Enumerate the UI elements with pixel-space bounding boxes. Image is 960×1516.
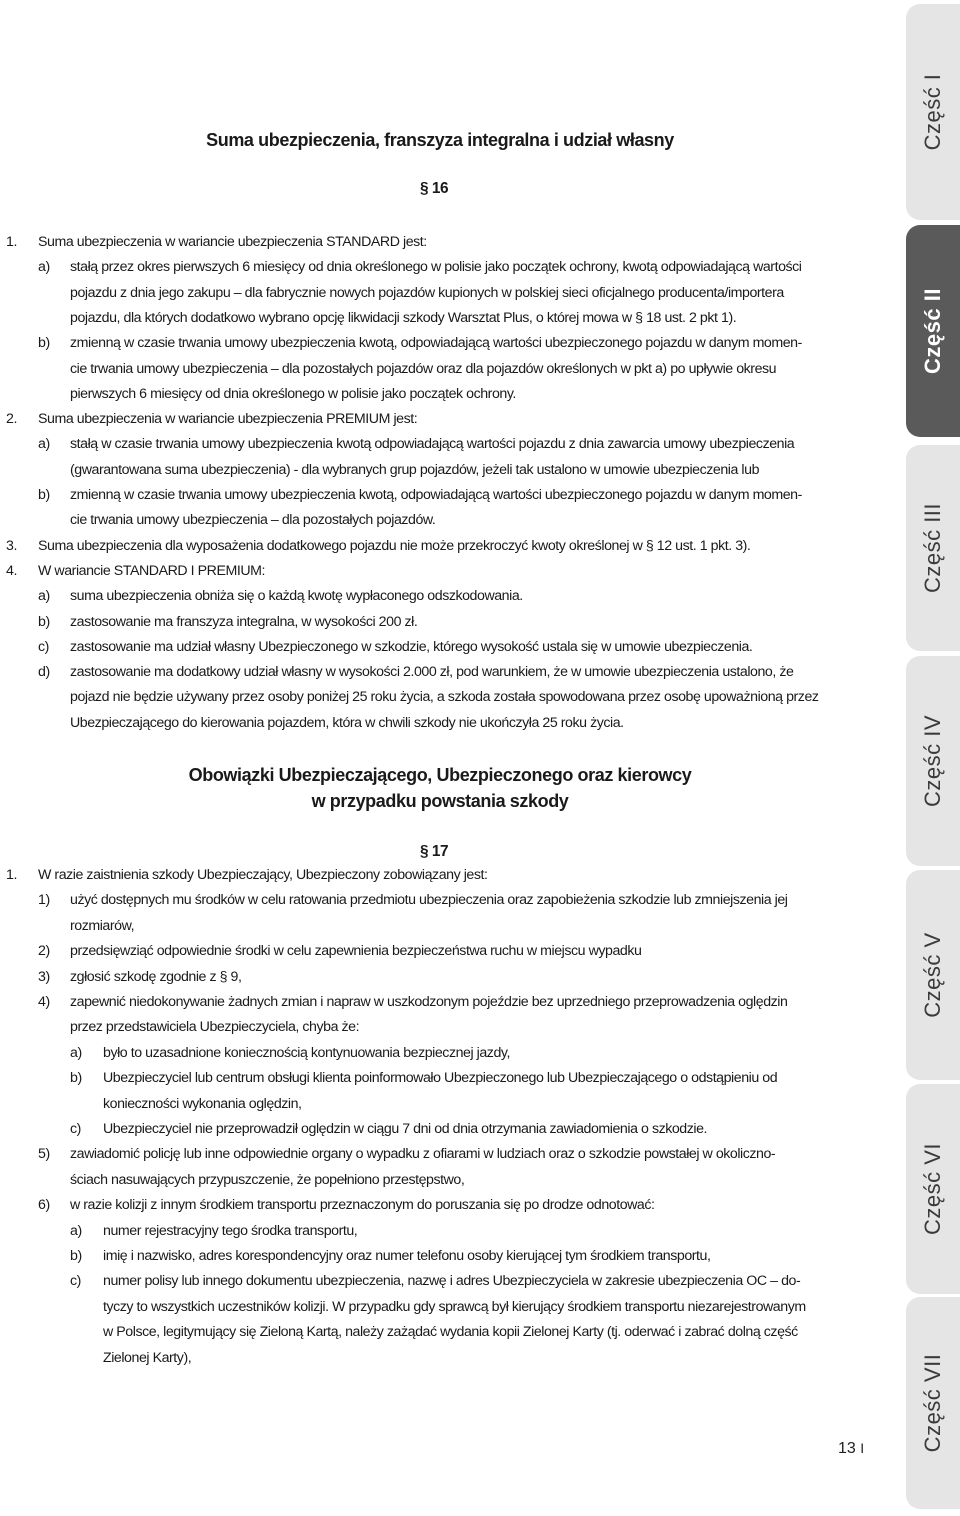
tab-czesc-4[interactable] <box>906 656 960 866</box>
item-label: a) <box>38 259 50 276</box>
tab-czesc-1[interactable] <box>906 4 960 220</box>
item-text: W razie zaistnienia szkody Ubezpieczający, Ubezpieczony zobowiązany jest: <box>38 867 488 883</box>
item-label: 3) <box>38 968 50 985</box>
tab-czesc-6[interactable] <box>906 1084 960 1294</box>
section-title-line2: w przypadku powstania szkody <box>311 791 569 811</box>
subitem-text: numer rejestracyjny tego środka transportu, <box>103 1222 358 1239</box>
tab-label: Część VII <box>920 1353 945 1453</box>
tab-label: Część IV <box>920 714 945 808</box>
tab-label: Część V <box>920 932 945 1018</box>
tab-czesc-2[interactable] <box>906 225 960 437</box>
subitem-continuation: konieczności wykonania oględzin, <box>103 1095 302 1112</box>
item-text: W wariancie STANDARD I PREMIUM: <box>38 562 266 579</box>
item-text: zawiadomić policję lub inne odpowiednie organy o wypadku z ofiarami w ludziach oraz o szkodzie powstałej w okoliczno- <box>70 1146 776 1163</box>
item-continuation: ściach nasuwających przypuszczenie, że popełniono przestępstwo, <box>70 1171 465 1188</box>
item-continuation: przez przedstawiciela Ubezpieczyciela, chyba że: <box>70 1019 360 1036</box>
subitem-text: imię i nazwisko, adres korespondencyjny oraz numer telefonu osoby kierującej tym środkiem transportu, <box>103 1248 711 1264</box>
subitem-continuation: Zielonej Karty), <box>103 1349 192 1366</box>
item-text: zastosowanie ma udział własny Ubezpieczonego w szkodzie, którego wysokość ustala się w umowie ubezpieczenia. <box>70 638 753 655</box>
item-continuation: pojazdu z dnia jego zakupu – dla fabrycznie nowych pojazdów kupionych w polskiej sieci oficjalnego producenta/importera <box>70 284 784 301</box>
item-text: przedsięwziąć odpowiednie środki w celu zapewnienia bezpieczeństwa ruchu w miejscu wypadku <box>70 943 642 960</box>
tab-label: Część II <box>920 288 945 374</box>
tab-czesc-7[interactable] <box>906 1297 960 1509</box>
subitem-text: Ubezpieczyciel nie przeprowadził oględzin w ciągu 7 dni od dnia otrzymania zawiadomienia o szkodzie. <box>103 1121 708 1137</box>
item-text: suma ubezpieczenia obniża się o każdą kwotę wypłaconego odszkodowania. <box>70 588 523 605</box>
item-label: a) <box>38 588 50 605</box>
item-text: Suma ubezpieczenia w wariancie ubezpieczenia STANDARD jest: <box>38 234 427 250</box>
subitem-continuation: w Polsce, legitymujący się Zieloną Kartą, należy zażądać wydania kopii Zielonej Karty (tj. oderwać i zabrać dolną część <box>103 1324 798 1341</box>
item-text: zastosowanie ma franszyza integralna, w wysokości 200 zł. <box>70 613 418 630</box>
tab-czesc-3[interactable] <box>906 445 960 651</box>
item-text: zmienną w czasie trwania umowy ubezpieczenia kwotą, odpowiadającą wartości ubezpieczonego pojazdu w danym momen- <box>70 487 802 503</box>
item-number: 3. <box>6 537 17 554</box>
item-continuation: cie trwania umowy ubezpieczenia – dla pozostałych pojazdów. <box>70 512 436 529</box>
subitem-label: b) <box>70 1248 82 1264</box>
paragraph-number: § 17 <box>420 843 449 860</box>
item-number: 1. <box>6 867 17 883</box>
item-text: zastosowanie ma dodatkowy udział własny w wysokości 2.000 zł, pod warunkiem, że w umowie ubezpieczenia ustalono, że <box>70 664 794 681</box>
item-label: 4) <box>38 994 50 1010</box>
item-label: d) <box>38 664 50 681</box>
item-text: zapewnić niedokonywanie żadnych zmian i napraw w uszkodzonym pojeździe bez uprzedniego przeprowadzenia oględzin <box>70 994 788 1010</box>
item-number: 4. <box>6 562 17 579</box>
tab-label: Część I <box>920 73 945 151</box>
section-title: Obowiązki Ubezpieczającego, Ubezpieczonego oraz kierowcy <box>188 765 692 785</box>
subitem-label: a) <box>70 1222 82 1239</box>
item-label: a) <box>38 436 50 453</box>
subitem-label: b) <box>70 1070 82 1087</box>
tab-label: Część VI <box>920 1142 945 1236</box>
item-number: 2. <box>6 411 17 428</box>
item-continuation: rozmiarów, <box>70 917 135 934</box>
section-title: Suma ubezpieczenia, franszyza integralna i udział własny <box>206 130 674 150</box>
item-text: użyć dostępnych mu środków w celu ratowania przedmiotu ubezpieczenia oraz zapobieżenia szkodzie lub zmniejszenia jej <box>70 892 788 909</box>
item-text: stałą przez okres pierwszych 6 miesięcy od dnia określonego w polisie jako początek ochrony, kwotą odpowiadającą wartości <box>70 259 802 276</box>
subitem-label: a) <box>70 1044 82 1061</box>
item-continuation: cie trwania umowy ubezpieczenia – dla pozostałych pojazdów oraz dla pojazdów określonych w pkt a) po upływie okresu <box>70 360 777 377</box>
subitem-continuation: tyczy to wszystkich uczestników kolizji. W przypadku gdy sprawcą był kierujący środkiem transportu niezarejestrowanym <box>103 1298 806 1315</box>
item-text: Suma ubezpieczenia dla wyposażenia dodatkowego pojazdu nie może przekroczyć kwoty określonej w § 12 ust. 1 pkt. 3). <box>38 537 751 554</box>
subitem-label: c) <box>70 1121 81 1137</box>
item-label: b) <box>38 487 50 503</box>
item-text: zgłosić szkodę zgodnie z § 9, <box>70 968 242 985</box>
item-label: 5) <box>38 1146 50 1163</box>
item-continuation: (gwarantowana suma ubezpieczenia) - dla wybranych grup pojazdów, jeżeli tak ustalono w umowie ubezpieczenia lub <box>70 461 760 478</box>
item-text: Suma ubezpieczenia w wariancie ubezpieczenia PREMIUM jest: <box>38 411 418 428</box>
item-number: 1. <box>6 234 17 250</box>
tab-czesc-5[interactable] <box>906 870 960 1080</box>
item-label: 2) <box>38 943 50 960</box>
item-label: 1) <box>38 892 50 909</box>
paragraph-number: § 16 <box>420 180 449 197</box>
item-label: b) <box>38 335 50 352</box>
subitem-text: Ubezpieczyciel lub centrum obsługi klienta poinformowało Ubezpieczonego lub Ubezpieczającego o odstąpieniu od <box>103 1070 778 1087</box>
item-label: c) <box>38 638 49 655</box>
item-continuation: pierwszych 6 miesięcy od dnia określonego w polisie jako początek ochrony. <box>70 385 516 402</box>
item-continuation: pojazdu, dla których dodatkowo wybrano opcję likwidacji szkody Warsztat Plus, o której mowa w § 18 ust. 2 pkt 1). <box>70 309 737 326</box>
page-number: 13 I <box>838 1440 865 1457</box>
subitem-label: c) <box>70 1273 81 1290</box>
item-label: 6) <box>38 1197 50 1214</box>
item-continuation: pojazd nie będzie używany przez osoby poniżej 25 roku życia, a szkoda została spowodowana przez osobę upoważnioną przez <box>70 689 819 706</box>
tab-label: Część III <box>920 502 945 594</box>
item-label: b) <box>38 613 50 630</box>
subitem-text: numer polisy lub innego dokumentu ubezpieczenia, nazwę i adres Ubezpieczyciela w zakresie ubezpieczenia OC – do- <box>103 1273 801 1290</box>
item-text: w razie kolizji z innym środkiem transportu przeznaczonym do poruszania się po drodze odnotować: <box>70 1197 655 1214</box>
item-text: stałą w czasie trwania umowy ubezpieczenia kwotą odpowiadającą wartości pojazdu z dnia zawarcia umowy ubezpieczenia <box>70 436 795 453</box>
item-continuation: Ubezpieczającego do kierowania pojazdem, która w chwili szkody nie ukończyła 25 roku życia. <box>70 714 624 731</box>
item-text: zmienną w czasie trwania umowy ubezpieczenia kwotą, odpowiadającą wartości ubezpieczonego pojazdu w danym momen- <box>70 335 802 352</box>
subitem-text: było to uzasadnione koniecznością kontynuowania bezpiecznej jazdy, <box>103 1044 510 1061</box>
section-tabs <box>906 0 960 1516</box>
